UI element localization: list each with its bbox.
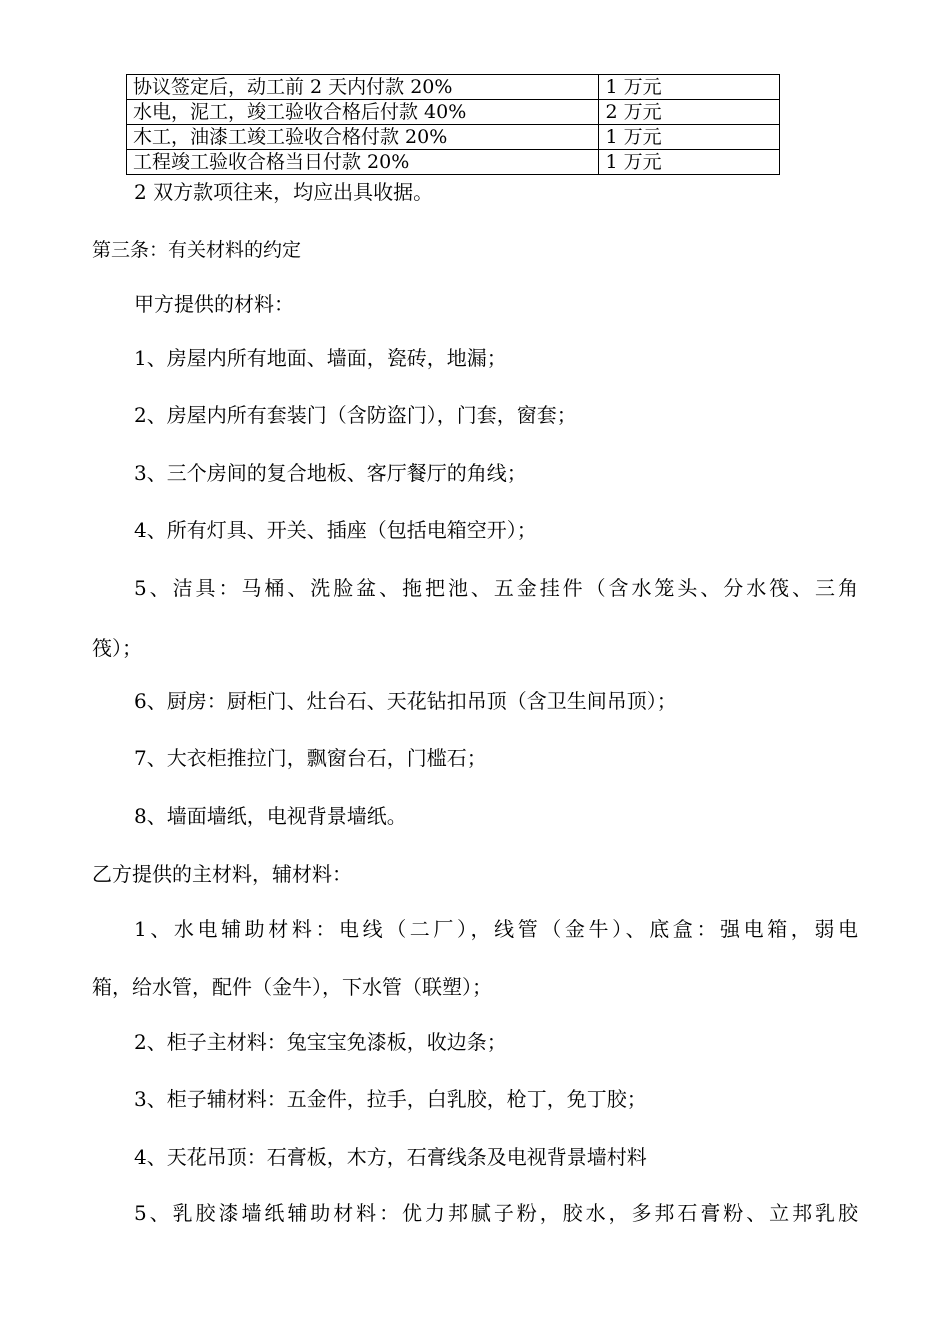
payment-schedule-table — [126, 74, 780, 175]
party-b-label: 乙方提供的主材料，辅材料： — [92, 862, 352, 886]
party-a-label: 甲方提供的材料： — [134, 292, 294, 316]
list-item: 3、柜子辅材料：五金件，拉手，白乳胶，枪丁，免丁胶； — [134, 1087, 647, 1111]
list-item: 2、柜子主材料：兔宝宝免漆板，收边条； — [134, 1030, 507, 1054]
table-row — [127, 125, 780, 150]
list-item: 7、大衣柜推拉门，飘窗台石，门槛石； — [134, 746, 487, 770]
payment-desc-cell: 水电，泥工，竣工验收合格后付款 40% — [127, 100, 599, 125]
list-item: 2、房屋内所有套装门（含防盗门），门套，窗套； — [134, 403, 577, 427]
list-item: 3、三个房间的复合地板、客厅餐厅的角线； — [134, 461, 527, 485]
payment-amount-cell: 1 万元 — [599, 125, 780, 150]
table-row — [127, 150, 780, 175]
list-item: 1、房屋内所有地面、墙面，瓷砖，地漏； — [134, 346, 507, 370]
list-item: 4、所有灯具、开关、插座（包括电箱空开）； — [134, 518, 537, 542]
list-item: 1、水电辅助材料：电线（二厂），线管（金牛）、底盒：强电箱，弱电 — [134, 917, 858, 941]
payment-amount-cell: 1 万元 — [599, 150, 780, 175]
payment-desc-cell: 工程竣工验收合格当日付款 20% — [127, 150, 599, 175]
table-row — [127, 75, 780, 100]
list-item: 5、洁具：马桶、洗脸盆、拖把池、五金挂件（含水笼头、分水筏、三角 — [134, 576, 858, 600]
list-item-continuation: 筏）； — [92, 636, 142, 660]
payment-amount-cell: 1 万元 — [599, 75, 780, 100]
section-title: 第三条：有关材料的约定 — [92, 239, 302, 261]
payment-desc-cell: 木工，油漆工竣工验收合格付款 20% — [127, 125, 599, 150]
list-item-continuation: 箱，给水管，配件（金牛），下水管（联塑）； — [92, 975, 492, 999]
payment-desc-cell: 协议签定后，动工前 2 天内付款 20% — [127, 75, 599, 100]
list-item: 4、天花吊顶：石膏板，木方，石膏线条及电视背景墙村料 — [134, 1145, 647, 1169]
list-item: 8、墙面墙纸，电视背景墙纸。 — [134, 804, 407, 828]
payment-amount-cell: 2 万元 — [599, 100, 780, 125]
receipt-note: 2 双方款项往来，均应出具收据。 — [134, 180, 434, 204]
table-row — [127, 100, 780, 125]
list-item: 6、厨房：厨柜门、灶台石、天花钻扣吊顶（含卫生间吊顶）； — [134, 689, 677, 713]
list-item: 5、乳胶漆墙纸辅助材料：优力邦腻子粉，胶水，多邦石膏粉、立邦乳胶 — [134, 1201, 858, 1225]
